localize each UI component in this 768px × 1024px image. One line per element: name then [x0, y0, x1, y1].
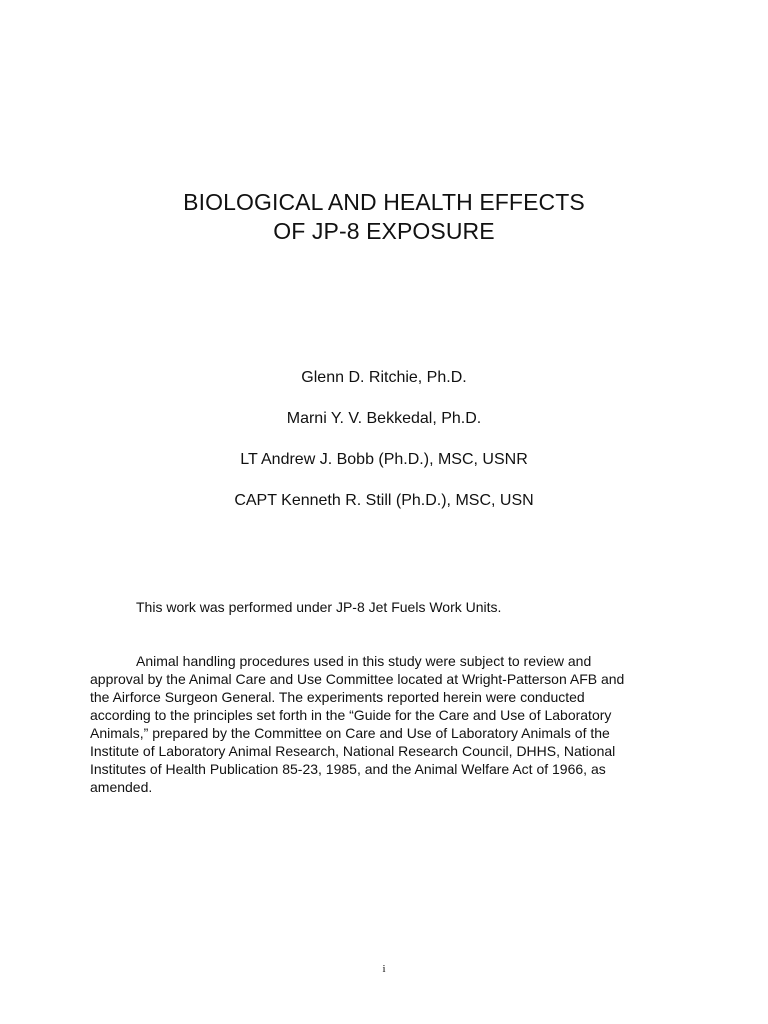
- document-title: [0, 188, 768, 246]
- paragraph-line: Institutes of Health Publication 85-23, 1985, and the Animal Welfare Act of 1966, as: [90, 761, 606, 777]
- title-line-1: BIOLOGICAL AND HEALTH EFFECTS: [183, 189, 585, 215]
- work-unit-note: This work was performed under JP-8 Jet Fuels Work Units.: [136, 599, 502, 615]
- author-name: Glenn D. Ritchie, Ph.D.: [301, 369, 467, 386]
- paragraph-line: amended.: [90, 779, 153, 795]
- animal-handling-paragraph: [90, 652, 680, 796]
- paragraph-line: approval by the Animal Care and Use Committee located at Wright-Patterson AFB and: [90, 671, 625, 687]
- page-number: i: [382, 963, 386, 975]
- author-name: CAPT Kenneth R. Still (Ph.D.), MSC, USN: [234, 492, 534, 509]
- paragraph-line: the Airforce Surgeon General. The experiments reported herein were conducted: [90, 689, 585, 705]
- paragraph-line: according to the principles set forth in the “Guide for the Care and Use of Laboratory: [90, 707, 612, 723]
- paragraph-line: Animals,” prepared by the Committee on Care and Use of Laboratory Animals of the: [90, 725, 610, 741]
- paragraph-line: Institute of Laboratory Animal Research, National Research Council, DHHS, National: [90, 743, 616, 759]
- paragraph-line: Animal handling procedures used in this study were subject to review and: [136, 653, 592, 669]
- author-name: Marni Y. V. Bekkedal, Ph.D.: [286, 410, 482, 427]
- author-list: [0, 367, 768, 531]
- title-line-2: OF JP-8 EXPOSURE: [273, 218, 495, 244]
- author-name: LT Andrew J. Bobb (Ph.D.), MSC, USNR: [240, 451, 528, 468]
